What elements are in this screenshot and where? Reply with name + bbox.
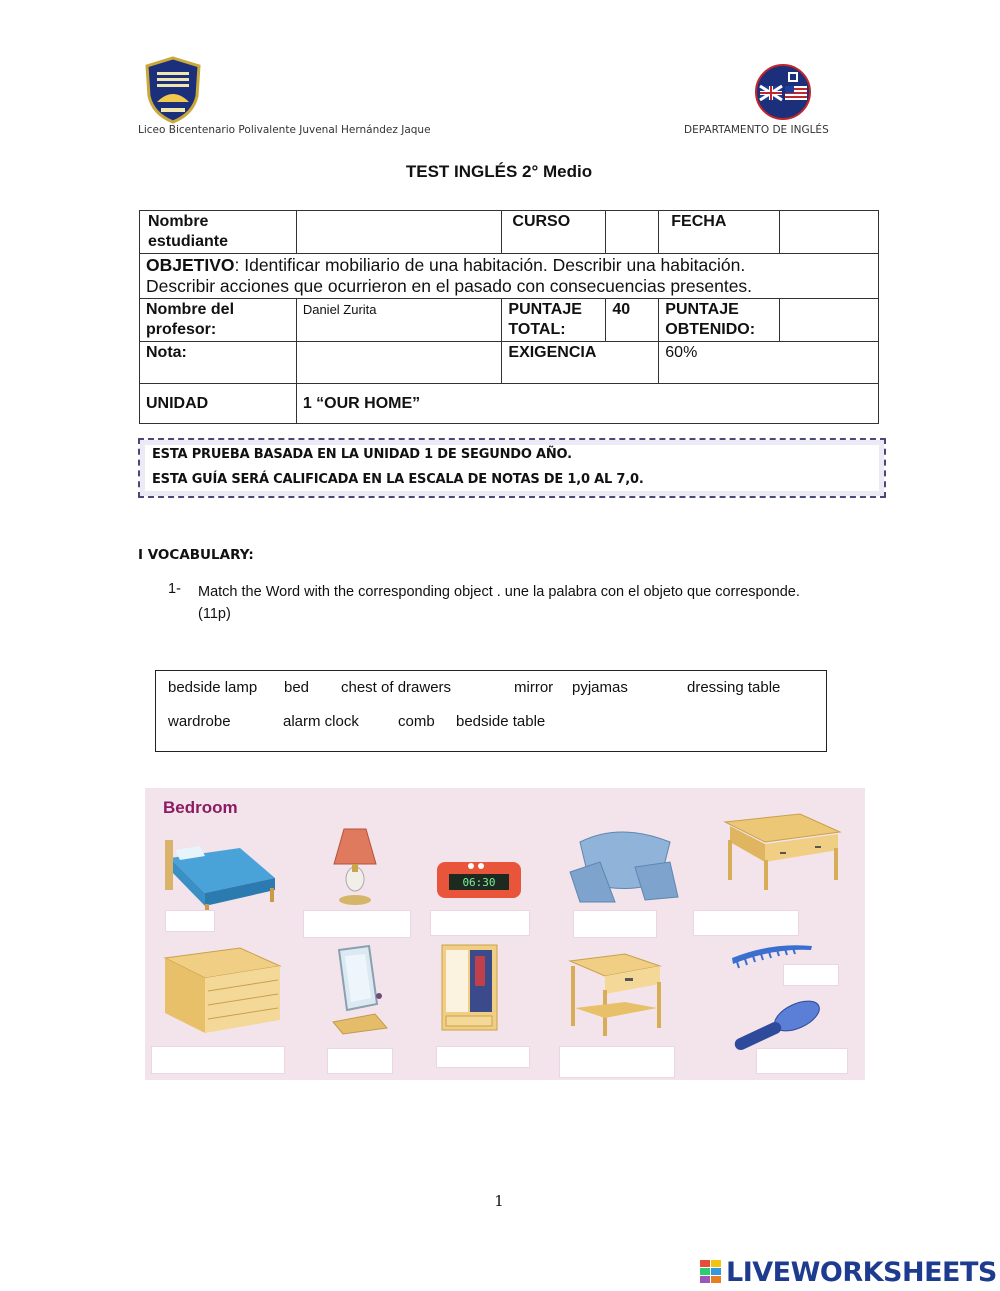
question-text: Match the Word with the corresponding object . une la palabra con el objeto que corresponde. (11p)	[198, 584, 800, 622]
word-bank-item: mirror	[514, 679, 554, 696]
puntaje-total-line1: PUNTAJE	[508, 301, 582, 318]
objetivo-label: OBJETIVO	[146, 255, 235, 275]
unidad-label: UNIDAD	[140, 384, 297, 424]
teacher-label-line1: Nombre del	[146, 301, 235, 318]
panel-title: Bedroom	[163, 798, 238, 817]
hairbrush-icon	[725, 996, 825, 1056]
unidad-value: 1 “OUR HOME”	[296, 384, 878, 424]
word-bank-item: pyjamas	[572, 679, 628, 696]
school-name: Liceo Bicentenario Polivalente Juvenal Hernández Jaque	[138, 124, 431, 136]
student-name-label	[140, 211, 297, 254]
puntaje-total-label	[502, 299, 606, 342]
answer-blank[interactable]	[436, 1046, 530, 1068]
word-bank-item: comb	[398, 713, 435, 730]
puntaje-total-value: 40	[606, 299, 659, 342]
notice-line-2: ESTA GUÍA SERÁ CALIFICADA EN LA ESCALA DE NOTAS DE 1,0 AL 7,0.	[152, 472, 644, 487]
student-name-field[interactable]	[296, 211, 502, 254]
word-bank-item: chest of drawers	[341, 679, 452, 696]
answer-blank[interactable]	[165, 910, 215, 932]
fecha-label: FECHA	[659, 211, 780, 254]
notice-box	[138, 438, 886, 498]
liveworksheets-brand-text: LIVEWORKSHEETS	[726, 1257, 997, 1288]
word-bank-item: bed	[284, 679, 310, 696]
answer-blank[interactable]	[756, 1048, 848, 1074]
mirror-icon	[327, 944, 389, 1036]
teacher-name: Daniel Zurita	[296, 299, 502, 342]
student-label-line1: Nombre	[148, 213, 209, 230]
wardrobe-icon	[437, 940, 502, 1040]
word-bank-item: wardrobe	[168, 713, 231, 730]
pyjamas-icon	[560, 822, 685, 907]
student-label-line2: estudiante	[148, 233, 229, 250]
word-bank-item: bedside table	[456, 713, 546, 730]
answer-blank[interactable]	[303, 910, 411, 938]
nota-label: Nota:	[140, 342, 297, 384]
chest-of-drawers-icon	[160, 938, 285, 1038]
answer-blank[interactable]	[783, 964, 839, 986]
answer-blank[interactable]	[430, 910, 530, 936]
puntaje-obtenido-line1: PUNTAJE	[665, 301, 739, 318]
nota-field[interactable]	[296, 342, 502, 384]
teacher-label	[140, 299, 297, 342]
page-title: TEST INGLÉS 2° Medio	[405, 162, 593, 181]
section-title: I VOCABULARY:	[138, 547, 254, 563]
exigencia-value: 60%	[659, 342, 879, 384]
english-department-seal-logo	[750, 64, 816, 120]
objetivo-cell	[140, 254, 879, 299]
puntaje-obtenido-field[interactable]	[780, 299, 879, 342]
liveworksheets-blocks-icon	[700, 1260, 722, 1284]
answer-blank[interactable]	[327, 1048, 393, 1074]
answer-blank[interactable]	[693, 910, 799, 936]
school-crest-logo	[143, 56, 203, 124]
dressing-table-icon	[720, 812, 845, 892]
objetivo-text-2: Describir acciones que ocurrieron en el pasado con consecuencias presentes.	[146, 276, 753, 296]
puntaje-obtenido-label	[659, 299, 780, 342]
word-bank-item: bedside lamp	[168, 679, 258, 696]
department-name: DEPARTAMENTO DE INGLÉS	[684, 124, 829, 136]
teacher-label-line2: profesor:	[146, 321, 217, 338]
answer-blank[interactable]	[559, 1046, 675, 1078]
bed-icon	[160, 828, 280, 918]
student-info-table	[139, 210, 879, 424]
puntaje-total-line2: TOTAL:	[508, 321, 566, 338]
objetivo-text-1: : Identificar mobiliario de una habitación. Describir una habitación.	[234, 255, 746, 275]
bedside-lamp-icon	[330, 824, 380, 909]
answer-blank[interactable]	[573, 910, 657, 938]
exigencia-label: EXIGENCIA	[502, 342, 659, 384]
liveworksheets-logo	[700, 1257, 1000, 1287]
word-bank	[155, 670, 827, 752]
bedside-table-icon	[565, 946, 665, 1038]
curso-field[interactable]	[606, 211, 659, 254]
page-number: 1	[494, 1192, 504, 1210]
word-bank-item: dressing table	[687, 679, 781, 696]
bedroom-picture-panel	[145, 788, 865, 1080]
alarm-clock-icon	[435, 856, 525, 902]
curso-label: CURSO	[502, 211, 606, 254]
notice-line-1: ESTA PRUEBA BASADA EN LA UNIDAD 1 DE SEGUNDO AÑO.	[152, 447, 572, 462]
fecha-field[interactable]	[780, 211, 879, 254]
answer-blank[interactable]	[151, 1046, 285, 1074]
question-number: 1-	[168, 581, 181, 597]
puntaje-obtenido-line2: OBTENIDO:	[665, 321, 756, 338]
alarm-clock-display: 06:30	[462, 876, 496, 889]
word-bank-item: alarm clock	[283, 713, 359, 730]
